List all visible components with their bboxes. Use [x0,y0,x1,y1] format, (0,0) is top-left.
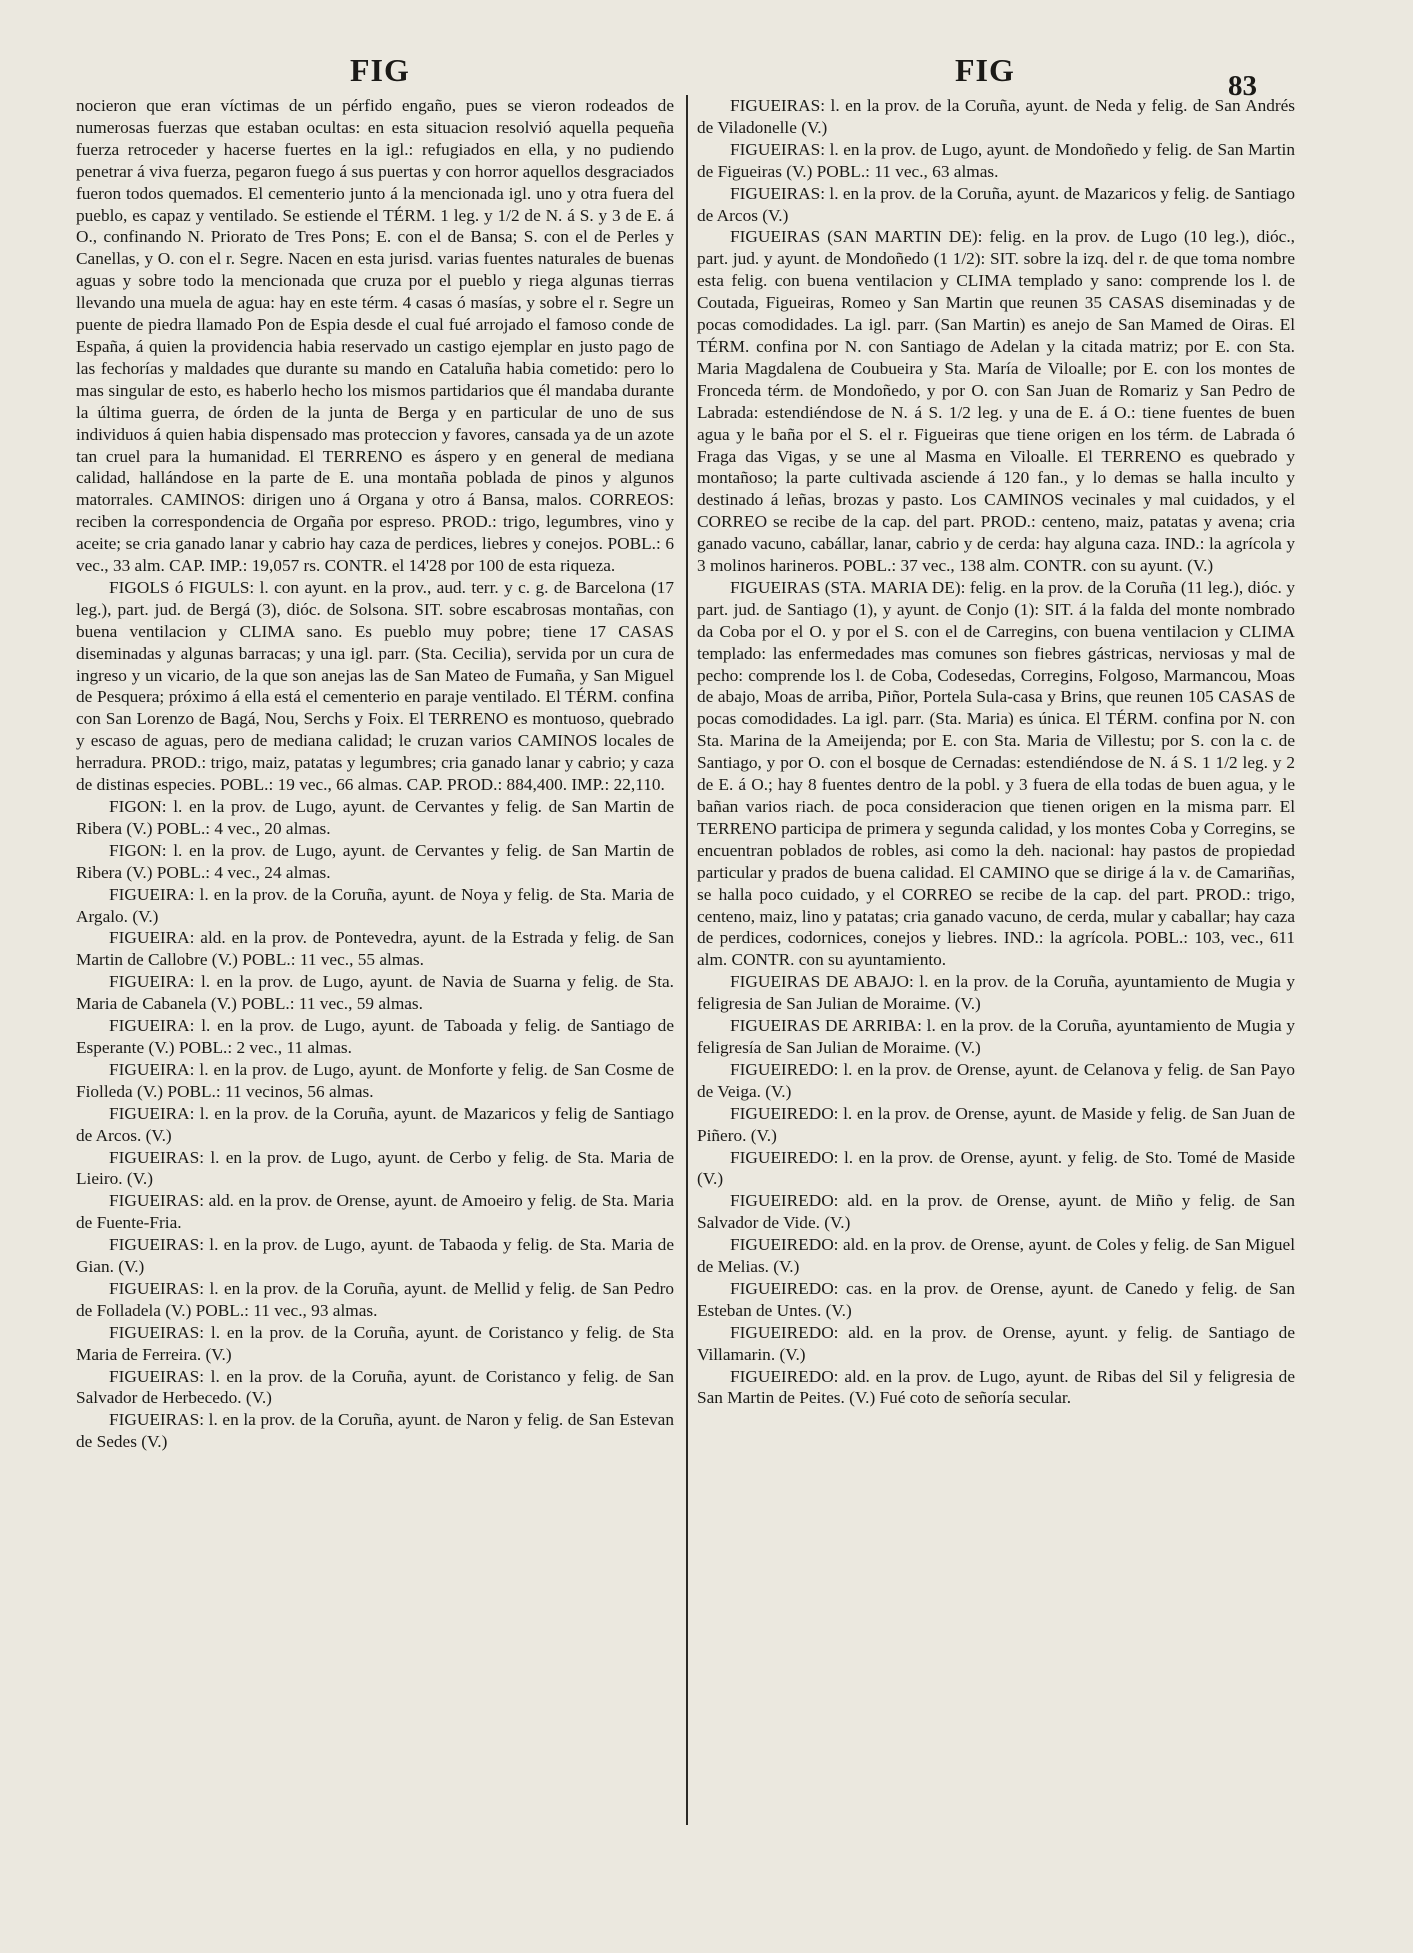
entry-paragraph: FIGUEIREDO: cas. en la prov. de Orense, ayunt. de Canedo y felig. de San Esteban de Untes. (V.) [697,1278,1295,1320]
entry-paragraph: FIGUEIREDO: ald. en la prov. de Lugo, ayunt. de Ribas del Sil y feligresia de San Martin de Peites. (V.) Fué coto de señoría secular. [697,1366,1295,1408]
entry-paragraph: FIGOLS ó FIGULS: l. con ayunt. en la prov., aud. terr. y c. g. de Barcelona (17 leg.), part. jud. de Bergá (3), dióc. de Solsona. SIT. sobre escabrosas montañas, con buena ventilacion y CLIMA sano. Es pueblo muy pobre; tiene 17 CASAS diseminadas y algunas barracas; y una igl. parr. (Sta. Cecilia), servida por un cura de ingreso y un vicario, de la que son anejas las de San Mateo de Fumaña, y San Miguel de Pesquera; próximo á ella está el cementerio en paraje ventilado. El TÉRM. confina con San Lorenzo de Bagá, Nou, Serchs y Foix. El TERRENO es montuoso, quebrado y escaso de aguas, pero de mediana calidad; le cruzan varios CAMINOS locales de herradura. PROD.: trigo, maiz, patatas y legumbres; cria ganado lanar y cabrio; y caza de distinas especies. POBL.: 19 vec., 66 almas. CAP. PROD.: 884,400. IMP.: 22,110. [76,577,674,795]
entry-paragraph: FIGUEIRAS: l. en la prov. de la Coruña, ayunt. de Coristanco y felig. de Sta Maria de Ferreira. (V.) [76,1322,674,1364]
running-head-right: FIG [955,52,1015,88]
entry-paragraph: FIGUEIRAS: l. en la prov. de la Coruña, ayunt. de Mellid y felig. de San Pedro de Folladela (V.) POBL.: 11 vec., 93 almas. [76,1278,674,1320]
entry-paragraph: FIGUEIREDO: l. en la prov. de Orense, ayunt. de Celanova y felig. de San Payo de Veiga. (V.) [697,1059,1295,1101]
entry-paragraph: FIGUEIRAS DE ABAJO: l. en la prov. de la Coruña, ayuntamiento de Mugia y feligresia de San Julian de Moraime. (V.) [697,972,1295,1014]
entry-paragraph: FIGUEIRAS: l. en la prov. de la Coruña, ayunt. de Naron y felig. de San Estevan de Sedes (V.) [76,1410,674,1452]
entry-paragraph: nocieron que eran víctimas de un pérfido engaño, pues se vieron rodeados de numerosas fuerzas que estaban ocultas: en esta situacion resolvió aquella pequeña fuerza retroceder y hacerse fuertes en la igl.: refugiados en ella, y no pudiendo penetrar á viva fuerza, pegaron fuego á sus puertas y con horror aquellos desgraciados fueron todos quemados. El cementerio junto á la mencionada igl. uno y otra fuera del pueblo, es capaz y ventilado. Se estiende el TÉRM. 1 leg. y 1/2 de N. á S. y 3 de E. á O., confinando N. Priorato de Tres Pons; E. con el de Bansa; S. con el de Perles y Canellas, y O. con el r. Segre. Nacen en esta jurisd. varias fuentes naturales de buenas aguas y sobre todo la mencionada que cruza por el pueblo y riega algunas tierras llevando una muela de agua: hay en este térm. 4 casas ó masías, y sobre el r. Segre un puente de piedra llamado Pon de Espia desde el cual fué arrojado el famoso conde de España, á quien la providencia habia reservado un castigo ejemplar en justo pago de las fechorías y maldades que durante su mando en Cataluña habia cometido: pero lo mas singular de esto, es haberlo hecho los mismos partidarios que él mandaba durante la última guerra, de órden de la junta de Berga y en particular de uno de sus individuos á quien habia dispensado mas proteccion y favores, cansada ya de un azote tan cruel para la humanidad. El TERRENO es áspero y en general de mediana calidad, hallándose en la parte de E. una montaña poblada de pinos y algunos matorrales. CAMINOS: dirigen uno á Organa y otro á Bansa, malos. CORREOS: reciben la correspondencia de Orgaña por espreso. PROD.: trigo, legumbres, vino y aceite; se cria ganado lanar y cabrio hay caza de perdices, liebres y conejos. POBL.: 6 vec., 33 alm. CAP. IMP.: 19,057 rs. CONTR. el 14'28 por 100 de esta riqueza. [76,96,674,576]
column-divider [686,95,688,1825]
entry-paragraph: FIGUEIREDO: l. en la prov. de Orense, ayunt. de Maside y felig. de San Juan de Piñero. (V.) [697,1103,1295,1145]
entry-paragraph: FIGUEIREDO: ald. en la prov. de Orense, ayunt. y felig. de Santiago de Villamarin. (V.) [697,1322,1295,1364]
entry-paragraph: FIGUEIREDO: l. en la prov. de Orense, ayunt. y felig. de Sto. Tomé de Maside (V.) [697,1147,1295,1189]
entry-paragraph: FIGUEIRA: ald. en la prov. de Pontevedra, ayunt. de la Estrada y felig. de San Martin de Callobre (V.) POBL.: 11 vec., 55 almas. [76,928,674,970]
entry-paragraph: FIGUEIRA: l. en la prov. de Lugo, ayunt. de Navia de Suarna y felig. de Sta. Maria de Cabanela (V.) POBL.: 11 vec., 59 almas. [76,972,674,1014]
entry-paragraph: FIGUEIRAS: l. en la prov. de Lugo, ayunt. de Cerbo y felig. de Sta. Maria de Lieiro. (V.) [76,1147,674,1189]
entry-paragraph: FIGUEIRA: l. en la prov. de la Coruña, ayunt. de Noya y felig. de Sta. Maria de Argalo. (V.) [76,884,674,926]
running-head-left: FIG [350,52,410,88]
entry-paragraph: FIGON: l. en la prov. de Lugo, ayunt. de Cervantes y felig. de San Martin de Ribera (V.) POBL.: 4 vec., 20 almas. [76,797,674,838]
entry-paragraph: FIGUEIRAS: ald. en la prov. de Orense, ayunt. de Amoeiro y felig. de Sta. Maria de Fuente-Fria. [76,1191,674,1233]
entry-paragraph: FIGUEIRA: l. en la prov. de Lugo, ayunt. de Taboada y felig. de Santiago de Esperante (V.) POBL.: 2 vec., 11 almas. [76,1016,674,1057]
entry-paragraph: FIGUEIRAS: l. en la prov. de la Coruña, ayunt. de Coristanco y felig. de San Salvador de Herbecedo. (V.) [76,1366,674,1408]
entry-paragraph: FIGUEIREDO: ald. en la prov. de Orense, ayunt. de Coles y felig. de San Miguel de Melias. (V.) [697,1235,1295,1277]
entry-paragraph: FIGUEIRAS (SAN MARTIN DE): felig. en la prov. de Lugo (10 leg.), dióc., part. jud. y ayunt. de Mondoñedo (1 1/2): SIT. sobre la izq. del r. de que toma nombre esta felig. con buena ventilacion y CLIMA templado y sano: comprende los l. de Coutada, Figueiras, Romeo y San Martin que reunen 35 CASAS diseminadas y de pocas comodidades. La igl. parr. (San Martin) es anejo de San Mamed de Oiras. El TÉRM. confina por N. con Santiago de Adelan y la citada matriz; por E. con Sta. Maria Magdalena de Coubueira y Sta. María de Viloalle; por E. con los montes de Fronceda térm. de Mondoñedo, y por O. con San Juan de Romariz y San Pedro de Labrada: estendiéndose de N. á S. 1/2 leg. y una de E. á O.: tiene fuentes de buen agua y le baña por el S. el r. Figueiras que tiene origen en los térm. de Labrada ó Fraga das Vigas, y se une al Masma en Viloalle. El TERRENO es quebrado y montañoso; la parte cultivada asciende á 120 fan., y lo demas se halla inculto y destinado á leñas, brozas y pasto. Los CAMINOS vecinales y mal cuidados, y el CORREO se recibe de la cap. del part. PROD.: centeno, maiz, patatas y avena; cria ganado vacuno, cabállar, lanar, cabrio y de cerda: hay alguna caza. IND.: la agrícola y 3 molinos harineros. POBL.: 37 vec., 138 alm. CONTR. con su ayunt. (V.) [697,227,1295,576]
entry-paragraph: FIGUEIRAS (STA. MARIA DE): felig. en la prov. de la Coruña (11 leg.), dióc. y part. jud. de Santiago (1), y ayunt. de Conjo (1): SIT. á la falda del monte nombrado da Coba por el O. y por el S. con el de Carregins, con buena ventilacion y CLIMA templado: las enfermedades mas comunes son fiebres gástricas, nerviosas y mal de pecho: comprende los l. de Coba, Codesedas, Corregins, Folgoso, Marmancou, Moas de abajo, Moas de arriba, Piñor, Portela Sula-casa y Brins, que reunen 105 CASAS de pocas comodidades. La igl. parr. (Sta. Maria) es única. El TÉRM. confina por N. con Sta. Marina de la Ameijenda; por E. con Sta. Maria de Villestu; por S. con la c. de Santiago, y por O. con el bosque de Cernadas: estendiéndose de N. á S. 1 1/2 leg. y 2 de E. á O.; hay 8 fuentes dentro de la pobl. y 3 fuera de ella todas de buen agua, y le bañan varios riach. de poca consideracion que tienen origen en la misma parr. El TERRENO participa de primera y segunda calidad, y los montes Coba y Corregins, se encuentran poblados de robles, asi como la deh. nacional: hay pastos de propiedad particular y prados de buena calidad. El CAMINO que se dirige á la v. de Camariñas, se halla poco cuidado, y el CORREO se recibe de la cap. del part. PROD.: trigo, centeno, maiz, lino y patatas; cria ganado vacuno, de cerda, mular y caballar; hay caza de perdices, codornices, conejos y liebres. IND.: la agrícola. POBL.: 103, vec., 611 alm. CONTR. con su ayuntamiento. [697,577,1295,970]
entry-paragraph: FIGUEIRA: l. en la prov. de Lugo, ayunt. de Monforte y felig. de San Cosme de Fiolleda (V.) POBL.: 11 vecinos, 56 almas. [76,1059,674,1101]
entry-paragraph: FIGUEIRAS: l. en la prov. de Lugo, ayunt. de Tabaoda y felig. de Sta. Maria de Gian. (V.) [76,1235,674,1277]
entry-paragraph: FIGUEIRAS: l. en la prov. de la Coruña, ayunt. de Mazaricos y felig. de Santiago de Arcos (V.) [697,183,1295,225]
entry-paragraph: FIGUEIRA: l. en la prov. de la Coruña, ayunt. de Mazaricos y felig de Santiago de Arcos. (V.) [76,1103,674,1145]
right-column [697,95,1295,1835]
page-number: 83 [1228,70,1257,102]
left-column [76,95,674,1835]
entry-paragraph: FIGUEIREDO: ald. en la prov. de Orense, ayunt. de Miño y felig. de San Salvador de Vide. (V.) [697,1191,1295,1233]
entry-paragraph: FIGUEIRAS: l. en la prov. de Lugo, ayunt. de Mondoñedo y felig. de San Martin de Figueiras (V.) POBL.: 11 vec., 63 almas. [697,139,1295,181]
entry-paragraph: FIGUEIRAS DE ARRIBA: l. en la prov. de la Coruña, ayuntamiento de Mugia y feligresía de San Julian de Moraime. (V.) [697,1016,1295,1057]
entry-paragraph: FIGUEIRAS: l. en la prov. de la Coruña, ayunt. de Neda y felig. de San Andrés de Viladonelle (V.) [697,96,1295,137]
entry-paragraph: FIGON: l. en la prov. de Lugo, ayunt. de Cervantes y felig. de San Martin de Ribera (V.) POBL.: 4 vec., 24 almas. [76,840,674,882]
